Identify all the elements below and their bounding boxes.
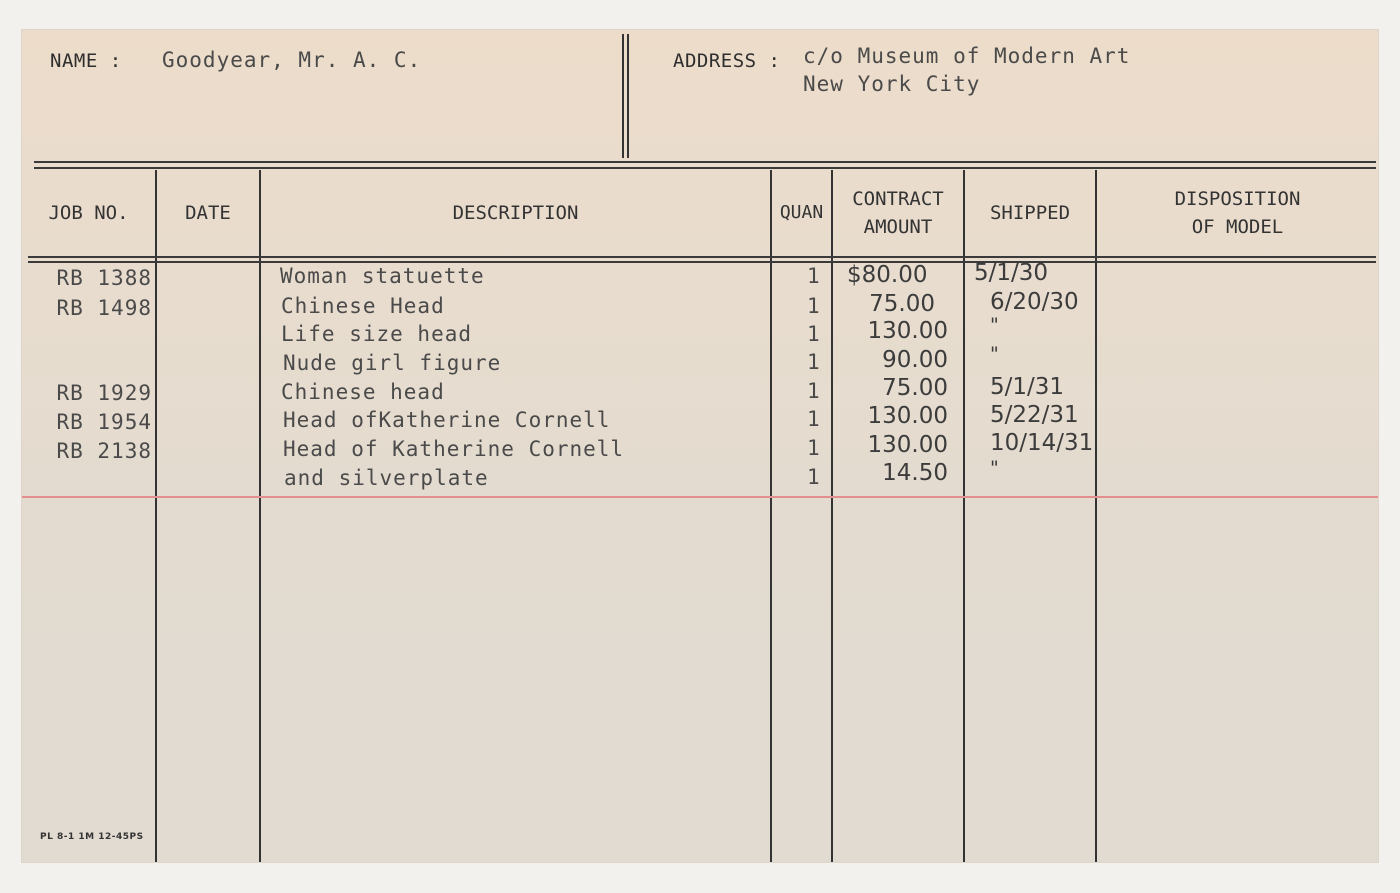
- col-rule-bottom: [28, 261, 1376, 263]
- header-divider-b: [627, 34, 629, 158]
- row-4-shipped: ": [990, 343, 999, 365]
- row-1-job: RB 1388: [56, 266, 152, 290]
- row-7-job: RB 2138: [56, 439, 152, 463]
- row-8-shipped: ": [990, 457, 999, 479]
- row-4-quan: 1: [807, 350, 821, 374]
- col-line-5: [963, 170, 965, 862]
- row-3-amount: 130.00: [867, 318, 948, 344]
- col-line-4: [831, 170, 833, 862]
- row-3-description: Life size head: [281, 322, 473, 346]
- row-6-amount: 130.00: [867, 403, 948, 429]
- row-4-description: Nude girl figure: [283, 351, 502, 375]
- row-8-amount: 14.50: [882, 460, 948, 486]
- col-header-contract-amount: [833, 185, 963, 241]
- col-line-6: [1095, 170, 1097, 862]
- row-8-description: and silverplate: [284, 466, 489, 490]
- col-header-disposition-1: DISPOSITION: [1174, 188, 1301, 210]
- address-line-2: New York City: [803, 72, 981, 96]
- row-1-description: Woman statuette: [280, 264, 485, 288]
- row-2-amount: 75.00: [869, 291, 935, 317]
- row-6-shipped: 5/22/31: [990, 402, 1079, 428]
- row-5-description: Chinese head: [281, 380, 445, 404]
- row-7-amount: 130.00: [867, 432, 948, 458]
- row-5-job: RB 1929: [56, 381, 152, 405]
- address-label: ADDRESS :: [673, 50, 781, 72]
- red-rule: [22, 496, 1378, 498]
- col-line-3: [770, 170, 772, 862]
- row-7-quan: 1: [807, 436, 821, 460]
- row-4-amount: 90.00: [882, 347, 948, 373]
- row-8-quan: 1: [807, 465, 821, 489]
- row-1-quan: 1: [807, 264, 821, 288]
- col-header-disposition-2: OF MODEL: [1191, 216, 1284, 238]
- row-3-shipped: ": [990, 314, 999, 336]
- row-6-description: Head ofKatherine Cornell: [283, 408, 611, 432]
- row-2-job: RB 1498: [56, 296, 152, 320]
- header-rule-bottom: [34, 167, 1376, 169]
- col-header-disposition: [1097, 185, 1378, 241]
- row-3-quan: 1: [807, 322, 821, 346]
- row-7-description: Head of Katherine Cornell: [283, 437, 625, 461]
- col-line-2: [259, 170, 261, 862]
- col-header-contract: CONTRACT: [852, 188, 944, 210]
- name-value: Goodyear, Mr. A. C.: [162, 48, 422, 72]
- row-2-description: Chinese Head: [281, 294, 445, 318]
- row-6-quan: 1: [807, 407, 821, 431]
- row-5-shipped: 5/1/31: [990, 374, 1065, 400]
- col-header-date: DATE: [185, 202, 231, 224]
- col-header-quan: QUAN: [779, 202, 824, 223]
- row-1-amount: $80.00: [847, 262, 928, 288]
- row-5-quan: 1: [807, 379, 821, 403]
- col-header-description: DESCRIPTION: [452, 202, 579, 224]
- address-line-1: c/o Museum of Modern Art: [803, 44, 1131, 68]
- col-header-job-no: JOB NO.: [48, 202, 129, 224]
- row-2-quan: 1: [807, 294, 821, 318]
- header-rule-top: [34, 161, 1376, 163]
- header-divider-a: [622, 34, 624, 158]
- row-2-shipped: 6/20/30: [990, 289, 1079, 315]
- row-6-job: RB 1954: [56, 410, 152, 434]
- col-header-amount: AMOUNT: [863, 216, 933, 238]
- row-5-amount: 75.00: [882, 375, 948, 401]
- row-1-shipped: 5/1/30: [974, 260, 1049, 286]
- index-card: [22, 30, 1378, 862]
- print-code: PL 8-1 1M 12-45PS: [40, 832, 144, 842]
- row-7-shipped: 10/14/31: [990, 430, 1094, 456]
- col-header-shipped: SHIPPED: [989, 202, 1071, 224]
- name-label: NAME :: [50, 50, 122, 72]
- col-line-1: [155, 170, 157, 862]
- col-rule-top: [28, 256, 1376, 258]
